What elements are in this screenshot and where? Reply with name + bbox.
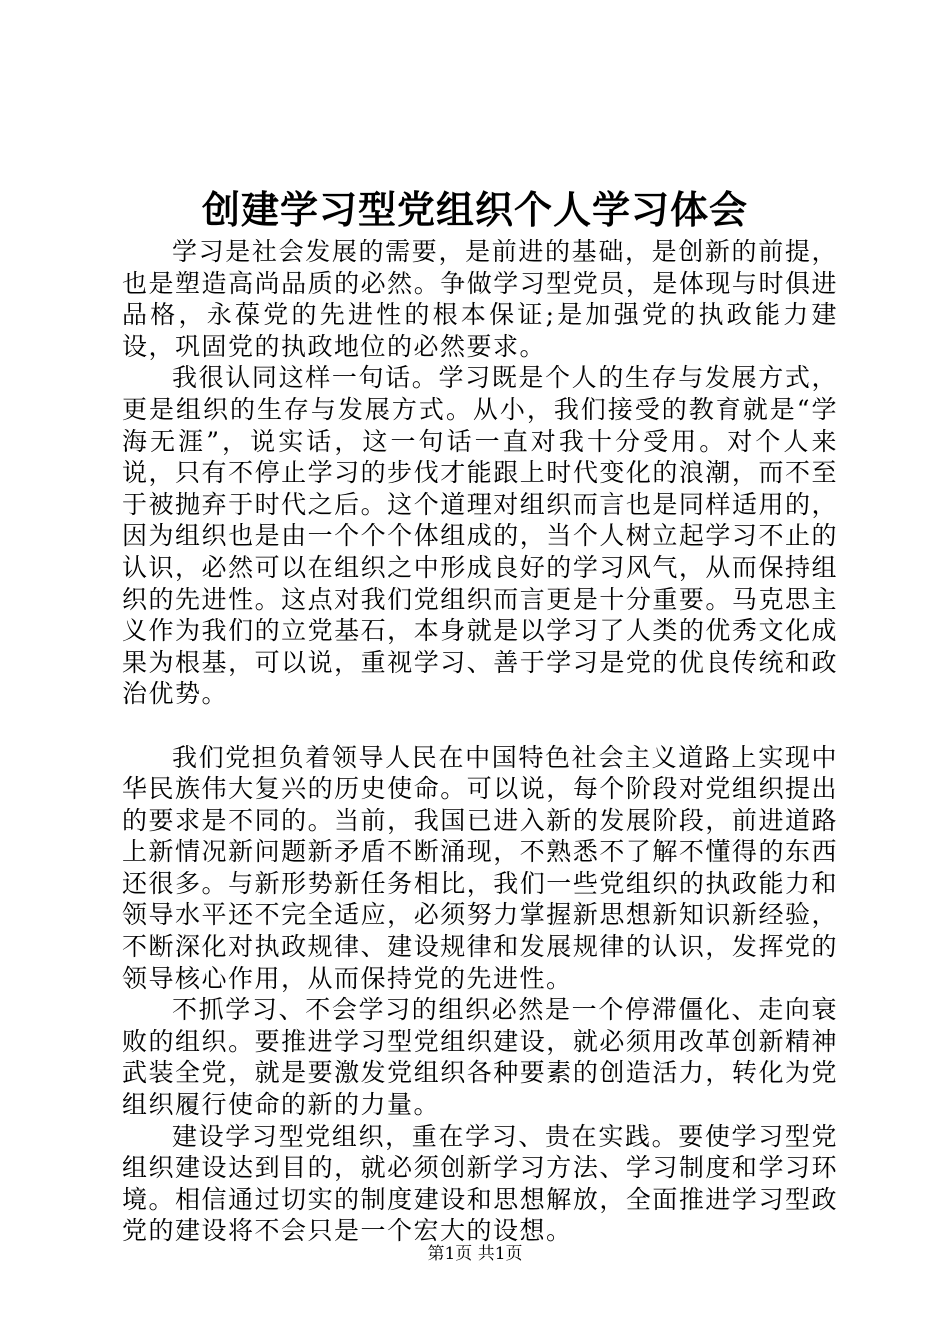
paragraph-spacer xyxy=(122,710,838,742)
document-title: 创建学习型党组织个人学习体会 xyxy=(201,187,748,232)
paragraph-2: 我很认同这样一句话。学习既是个人的生存与发展方式，更是组织的生存与发展方式。从小，我们接受的教育就是“学海无涯”，说实话，这一句话一直对我十分受用。对个人来说，只有不停止学习的步伐才能跟上时代变化的浪潮，而不至于被抛弃于时代之后。这个道理对组织而言也是同样适用的，因为组织也是由一个个个体组成的，当个人树立起学习不止的认识，必然可以在组织之中形成良好的学习风气，从而保持组织的先进性。这点对我们党组织而言更是十分重要。马克思主义作为我们的立党基石，本身就是以学习了人类的优秀文化成果为根基，可以说，重视学习、善于学习是党的优良传统和政治优势。 xyxy=(122,363,838,709)
paragraph-5: 建设学习型党组织，重在学习、贵在实践。要使学习型党组织建设达到目的，就必须创新学习方法、学习制度和学习环境。相信通过切实的制度建设和思想解放，全面推进学习型政党的建设将不会只是一个宏大的设想。 xyxy=(122,1121,838,1246)
paragraph-4: 不抓学习、不会学习的组织必然是一个停滞僵化、走向衰败的组织。要推进学习型党组织建设，就必须用改革创新精神武装全党，就是要激发党组织各种要素的创造活力，转化为党组织履行使命的新的力量。 xyxy=(122,995,838,1120)
paragraph-1: 学习是社会发展的需要，是前进的基础，是创新的前提，也是塑造高尚品质的必然。争做学习型党员，是体现与时俱进品格，永葆党的先进性的根本保证;是加强党的执政能力建设，巩固党的执政地位的必然要求。 xyxy=(122,237,838,361)
document-body xyxy=(122,236,838,1247)
paragraph-3: 我们党担负着领导人民在中国特色社会主义道路上实现中华民族伟大复兴的历史使命。可以说，每个阶段对党组织提出的要求是不同的。当前，我国已进入新的发展阶段，前进道路上新情况新问题新矛盾不断涌现，不熟悉不了解不懂得的东西还很多。与新形势新任务相比，我们一些党组织的执政能力和领导水平还不完全适应，必须努力掌握新思想新知识新经验，不断深化对执政规律、建设规律和发展规律的认识，发挥党的领导核心作用，从而保持党的先进性。 xyxy=(122,742,838,993)
page-number-footer: 第1页 共1页 xyxy=(427,1244,523,1264)
